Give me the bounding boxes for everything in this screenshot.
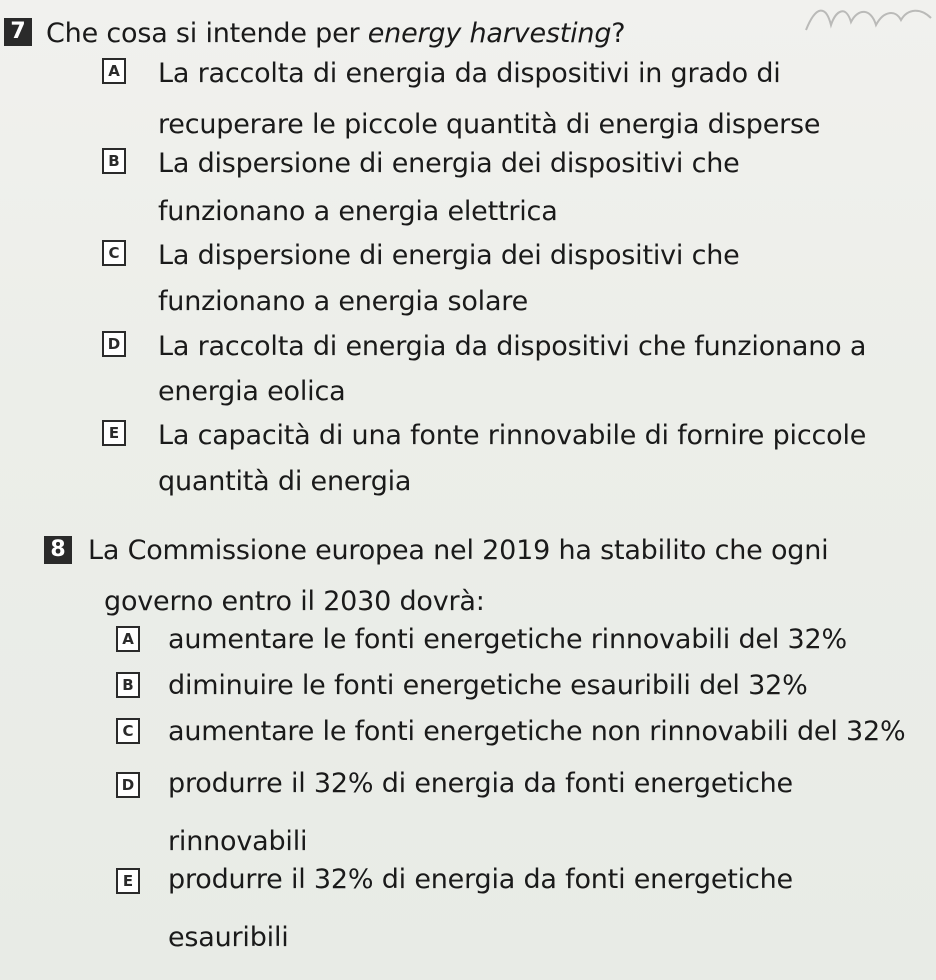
q8-option-a-box[interactable]: A xyxy=(116,626,140,652)
q7-option-a-line2: recuperare le piccole quantità di energia disperse xyxy=(158,109,821,140)
question-7-text xyxy=(46,18,625,49)
question-8-line2: governo entro il 2030 dovrà: xyxy=(104,586,485,617)
q8-option-e-line2: esauribili xyxy=(168,922,289,953)
handwriting-scribble xyxy=(796,0,936,40)
q7-option-b-line2: funzionano a energia elettrica xyxy=(158,196,558,227)
q8-option-a-line1: aumentare le fonti energetiche rinnovabili del 32% xyxy=(168,624,847,655)
q7-option-d-box[interactable]: D xyxy=(102,331,126,357)
q7-option-c-line1: La dispersione di energia dei dispositivi che xyxy=(158,240,740,271)
q7-option-c-line2: funzionano a energia solare xyxy=(158,286,529,317)
question-8-number: 8 xyxy=(44,536,72,564)
question-7-number: 7 xyxy=(4,18,32,46)
question-7-prefix: Che cosa si intende per xyxy=(46,18,368,49)
q8-option-d-line2: rinnovabili xyxy=(168,826,308,857)
q7-option-e-line2: quantità di energia xyxy=(158,466,412,497)
q8-option-e-box[interactable]: E xyxy=(116,868,140,894)
q7-option-e-box[interactable]: E xyxy=(102,420,126,446)
question-7-italic-term: energy harvesting xyxy=(367,18,612,49)
q7-option-b-box[interactable]: B xyxy=(102,148,126,174)
question-8-line1: La Commissione europea nel 2019 ha stabilito che ogni xyxy=(88,535,829,566)
q8-option-d-line1: produrre il 32% di energia da fonti energetiche xyxy=(168,768,793,799)
q7-option-c-box[interactable]: C xyxy=(102,240,126,266)
q7-option-d-line1: La raccolta di energia da dispositivi che funzionano a xyxy=(158,331,867,362)
q7-option-e-line1: La capacità di una fonte rinnovabile di fornire piccole xyxy=(158,420,867,451)
question-7-suffix: ? xyxy=(611,18,626,49)
q7-option-a-line1: La raccolta di energia da dispositivi in grado di xyxy=(158,58,781,89)
q7-option-a-box[interactable]: A xyxy=(102,58,126,84)
q8-option-c-line1: aumentare le fonti energetiche non rinnovabili del 32% xyxy=(168,716,906,747)
q7-option-b-line1: La dispersione di energia dei dispositivi che xyxy=(158,148,740,179)
q8-option-c-box[interactable]: C xyxy=(116,718,140,744)
q8-option-e-line1: produrre il 32% di energia da fonti energetiche xyxy=(168,864,793,895)
q7-option-d-line2: energia eolica xyxy=(158,376,346,407)
q8-option-b-line1: diminuire le fonti energetiche esauribili del 32% xyxy=(168,670,808,701)
q8-option-b-box[interactable]: B xyxy=(116,672,140,698)
q8-option-d-box[interactable]: D xyxy=(116,772,140,798)
